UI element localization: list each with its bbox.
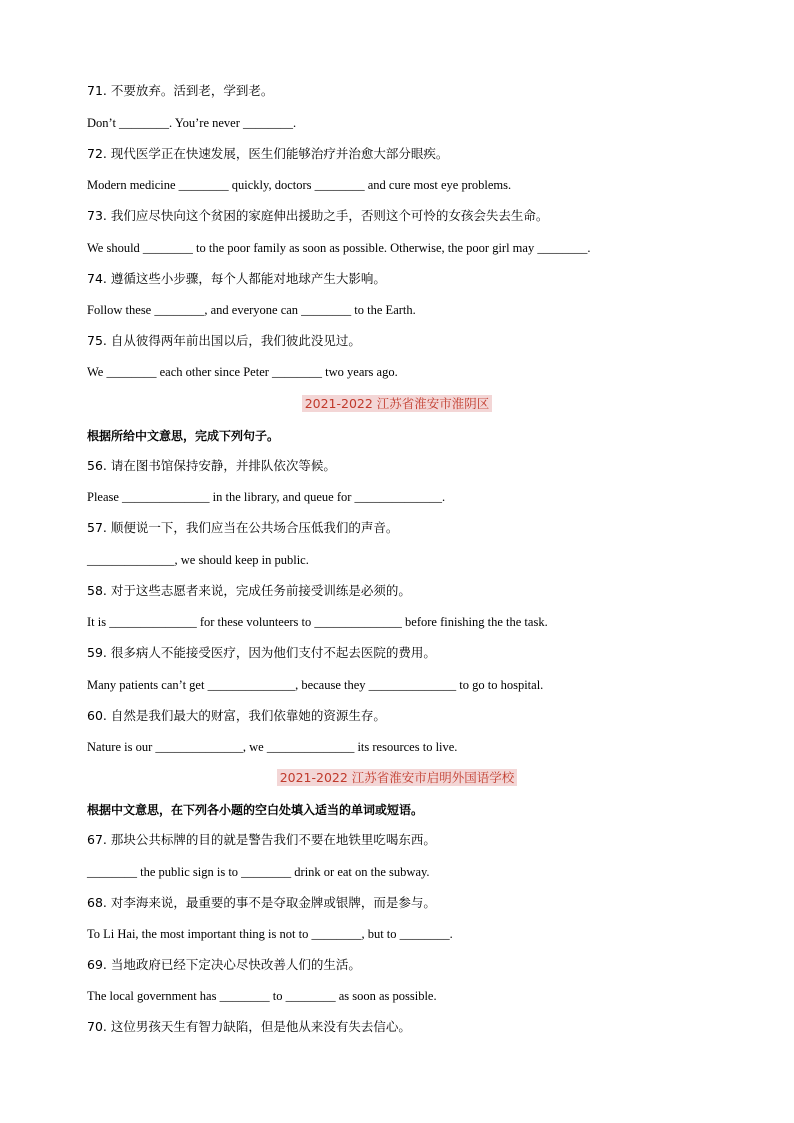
section-heading-text: 2021-2022 江苏省淮安市淮阴区 — [302, 395, 493, 412]
question-67-english: ________ the public sign is to ________ drink or eat on the subway. — [87, 865, 430, 879]
question-59-english: Many patients can’t get ______________, because they ______________ to go to hospital. — [87, 678, 544, 692]
question-56-chinese: 56. 请在图书馆保持安静，并排队依次等候。 — [87, 458, 336, 473]
question-75-chinese: 75. 自从彼得两年前出国以后，我们彼此没见过。 — [87, 333, 361, 348]
question-73-english: We should ________ to the poor family as soon as possible. Otherwise, the poor girl may ________. — [87, 241, 591, 255]
question-73-chinese: 73. 我们应尽快向这个贫困的家庭伸出援助之手，否则这个可怜的女孩会失去生命。 — [87, 208, 549, 223]
question-56-english: Please ______________ in the library, and queue for ______________. — [87, 490, 446, 504]
section-heading-qiming — [0, 769, 794, 787]
section-heading-huaiyin — [0, 395, 794, 413]
question-57-english: ______________, we should keep in public. — [87, 553, 309, 567]
question-68-chinese: 68. 对李海来说，最重要的事不是夺取金牌或银牌，而是参与。 — [87, 895, 436, 910]
question-72-chinese: 72. 现代医学正在快速发展，医生们能够治疗并治愈大部分眼疾。 — [87, 146, 449, 161]
question-67-chinese: 67. 那块公共标牌的目的就是警告我们不要在地铁里吃喝东西。 — [87, 832, 436, 847]
question-69-chinese: 69. 当地政府已经下定决心尽快改善人们的生活。 — [87, 957, 361, 972]
instructions-huaiyin: 根据所给中文意思，完成下列句子。 — [87, 429, 280, 443]
section-heading-text: 2021-2022 江苏省淮安市启明外国语学校 — [277, 769, 518, 786]
question-72-english: Modern medicine ________ quickly, doctors ________ and cure most eye problems. — [87, 178, 512, 192]
question-59-chinese: 59. 很多病人不能接受医疗，因为他们支付不起去医院的费用。 — [87, 645, 436, 660]
question-57-chinese: 57. 顺便说一下，我们应当在公共场合压低我们的声音。 — [87, 520, 399, 535]
question-60-chinese: 60. 自然是我们最大的财富，我们依靠她的资源生存。 — [87, 708, 386, 723]
question-58-chinese: 58. 对于这些志愿者来说，完成任务前接受训练是必须的。 — [87, 583, 411, 598]
instructions-qiming: 根据中文意思，在下列各小题的空白处填入适当的单词或短语。 — [87, 803, 424, 817]
question-68-english: To Li Hai, the most important thing is not to ________, but to ________. — [87, 927, 453, 941]
question-58-english: It is ______________ for these volunteers to ______________ before finishing the the task. — [87, 615, 548, 629]
question-69-english: The local government has ________ to ________ as soon as possible. — [87, 989, 437, 1003]
question-70-chinese: 70. 这位男孩天生有智力缺陷，但是他从来没有失去信心。 — [87, 1019, 411, 1034]
question-71-chinese: 71. 不要放弃。活到老，学到老。 — [87, 83, 274, 98]
question-74-chinese: 74. 遵循这些小步骤，每个人都能对地球产生大影响。 — [87, 271, 386, 286]
question-75-english: We ________ each other since Peter ________ two years ago. — [87, 365, 398, 379]
question-74-english: Follow these ________, and everyone can ________ to the Earth. — [87, 303, 416, 317]
question-60-english: Nature is our ______________, we ______________ its resources to live. — [87, 740, 458, 754]
question-71-english: Don’t ________. You’re never ________. — [87, 116, 297, 130]
